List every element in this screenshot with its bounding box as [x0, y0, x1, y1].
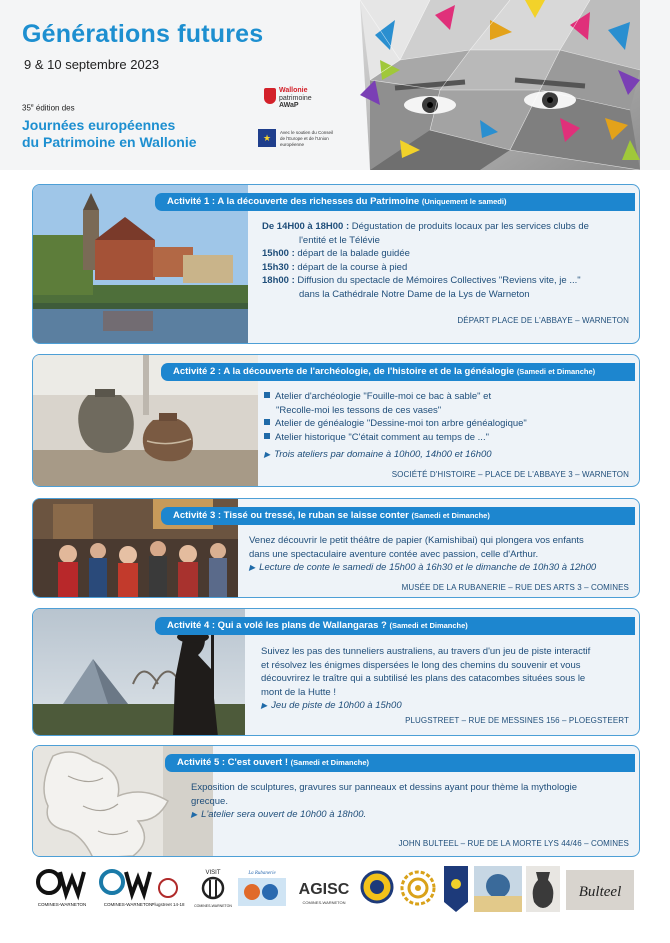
edition-label: 35e édition des	[22, 103, 75, 113]
program-line: 18h00 : Diffusion du spectacle de Mémoires Collectives "Reviens vite, je ..."	[262, 275, 581, 286]
program-line: 15h00 : départ de la balade guidée	[262, 248, 410, 259]
wallonie-patrimoine-logo	[264, 87, 328, 109]
list-item: Atelier historique "C'était comment au temps de ..."	[264, 431, 634, 445]
description-line: et résolvez les énigmes dispersées le long des chemins du souvenir et vous	[261, 659, 581, 671]
description-line: dans une spectaculaire aventure contée avec passion, celle d'Arthur.	[249, 548, 539, 560]
activity-3-location: MUSÉE DE LA RUBANERIE – RUE DES ARTS 3 – COMINES	[401, 583, 629, 592]
activity-1-banner	[155, 193, 635, 211]
program-line: dans la Cathédrale Notre Dame de la Lys de Warneton	[299, 288, 530, 300]
play-arrow-icon: ▶	[191, 810, 198, 819]
game-times: ▶ Jeu de piste de 10h00 à 15h00	[261, 700, 402, 711]
activity-title: Activité 2 : A la découverte de l'archéologie, de l'histoire et de la généalogie	[173, 366, 515, 377]
svg-text:COMINES-WARNETON: COMINES-WARNETON	[194, 904, 232, 908]
activity-1-location: DÉPART PLACE DE L'ABBAYE – WARNETON	[457, 316, 629, 325]
low-poly-face-illustration	[340, 0, 670, 170]
page-header	[0, 0, 670, 170]
activity-title: Activité 3 : Tissé ou tressé, le ruban se laisse conter	[173, 510, 409, 521]
activity-title: Activité 5 : C'est ouvert !	[177, 757, 289, 768]
reading-times: ▶ Lecture de conte le samedi de 15h00 à 16h30 et le dimanche de 10h30 à 12h00	[249, 562, 597, 573]
logo-text: Wallonie	[279, 87, 308, 94]
activity-2-body	[264, 390, 634, 462]
event-name-line2: du Patrimoine en Wallonie	[22, 134, 197, 150]
art-painting-logo	[474, 866, 522, 912]
activity-card-1	[32, 184, 640, 344]
vase-drawing-logo	[526, 866, 560, 912]
council-of-europe-logo	[258, 128, 338, 152]
description-line: découvrirez le traître qui a subtilisé les plans des catacombes situées sous le	[261, 673, 586, 684]
activity-schedule: (Samedi et Dimanche)	[411, 511, 490, 520]
svg-text:Bulteel: Bulteel	[578, 884, 622, 900]
logo-text: Avec le soutien du Conseil de l'Europe et de l'Union européenne	[280, 130, 333, 147]
activity-schedule: (Uniquement le samedi)	[421, 197, 507, 206]
activity-2-location: SOCIÉTÉ D'HISTOIRE – PLACE DE L'ABBAYE 3 – WARNETON	[391, 470, 629, 479]
list-item-continued: "Recolle-moi les tessons de ces vases"	[276, 404, 442, 416]
activity-schedule: (Samedi et Dimanche)	[290, 758, 370, 767]
activity-5-banner	[165, 754, 635, 772]
activity-title: Activité 1 : A la découverte des richesses du Patrimoine	[167, 196, 420, 207]
activity-title: Activité 4 : Qui a volé les plans de Wallangaras ?	[167, 620, 387, 631]
comines-warneton-logo	[34, 866, 90, 910]
activity-schedule: (Samedi et Dimanche)	[389, 621, 468, 630]
program-line: l'entité et le Télévie	[299, 234, 380, 246]
logo-text: AWaP	[279, 102, 299, 109]
play-arrow-icon: ▶	[264, 450, 271, 459]
activity-4-body	[261, 645, 636, 713]
activity-card-4	[32, 608, 640, 736]
svg-text:COMINES-WARNETON: COMINES-WARNETON	[103, 902, 153, 907]
activity-4-location: PLUGSTREET – RUE DE MESSINES 156 – PLOEGSTEERT	[405, 716, 629, 725]
activity-schedule: (Samedi et Dimanche)	[516, 367, 596, 376]
svg-text:VISIT: VISIT	[205, 870, 221, 876]
heraldic-banner-logo	[442, 866, 470, 912]
svg-text:La Rubanerie: La Rubanerie	[248, 871, 276, 876]
activity-5-location: JOHN BULTEEL – RUE DE LA MORTE LYS 44/46 – COMINES	[398, 839, 629, 848]
activity-1-body	[262, 220, 632, 301]
activity-3-banner	[161, 507, 635, 525]
svg-text:COMINES-WARNETON: COMINES-WARNETON	[37, 902, 87, 907]
event-name	[22, 117, 197, 151]
list-item: Atelier de généalogie "Dessine-moi ton arbre généalogique"	[264, 417, 634, 431]
program-line: 15h30 : départ de la course à pied	[262, 261, 408, 273]
bulteel-logo	[566, 870, 634, 910]
play-arrow-icon: ▶	[261, 701, 268, 710]
activity-card-3	[32, 498, 640, 598]
activity-2-banner	[161, 363, 635, 381]
agisc-logo	[293, 874, 355, 910]
square-bullet-icon	[264, 433, 270, 439]
plugstreet-logo	[150, 876, 186, 910]
opening-hours: ▶ L'atelier sera ouvert de 10h00 à 18h00.	[191, 809, 367, 820]
activity-card-5	[32, 745, 640, 857]
rubanerie-logo	[234, 866, 290, 910]
event-name-line1: Journées européennes	[22, 117, 176, 133]
svg-text:COMINES-WARNETON: COMINES-WARNETON	[302, 900, 346, 905]
activity-5-body	[191, 781, 636, 822]
play-arrow-icon: ▶	[249, 563, 256, 572]
list-item: Atelier d'archéologie "Fouille-moi ce bac à sable" et	[264, 390, 634, 404]
square-bullet-icon	[264, 419, 270, 425]
program-line: De 14H00 à 18H00 : Dégustation de produits locaux par les services clubs de	[262, 221, 589, 232]
description-line: Suivez les pas des tunneliers australiens, au travers d'un jeu de piste interactif	[261, 646, 591, 657]
description-line: mont de la Hutte !	[261, 686, 336, 698]
comines-warneton-tourism-logo	[98, 866, 156, 910]
description-line: Venez découvrir le petit théâtre de papier (Kamishibai) qui plongera vos enfants	[249, 535, 584, 546]
visit-comines-warneton-logo	[193, 866, 233, 910]
description-line: Exposition de sculptures, gravures sur panneaux et dessins ayant pour thème la mythologie	[191, 782, 578, 793]
svg-text:AGISC: AGISC	[298, 881, 350, 898]
partner-logos	[30, 866, 642, 916]
logo-text: patrimoine	[279, 95, 312, 102]
activity-4-banner	[155, 617, 635, 635]
page-title: Générations futures	[22, 20, 264, 48]
square-bullet-icon	[264, 392, 270, 398]
event-dates: 9 & 10 septembre 2023	[24, 57, 160, 72]
eu-stars-icon: ★	[258, 129, 276, 147]
workshop-times: ▶ Trois ateliers par domaine à 10h00, 14h00 et 16h00	[264, 449, 492, 460]
activity-3-body	[249, 534, 634, 575]
description-line: grecque.	[191, 795, 228, 807]
rotary-logo	[399, 870, 437, 910]
rooster-icon	[264, 88, 276, 104]
activity-card-2	[32, 354, 640, 487]
lions-club-logo	[360, 870, 394, 910]
svg-text:Plugstreet 14-18: Plugstreet 14-18	[151, 902, 185, 907]
